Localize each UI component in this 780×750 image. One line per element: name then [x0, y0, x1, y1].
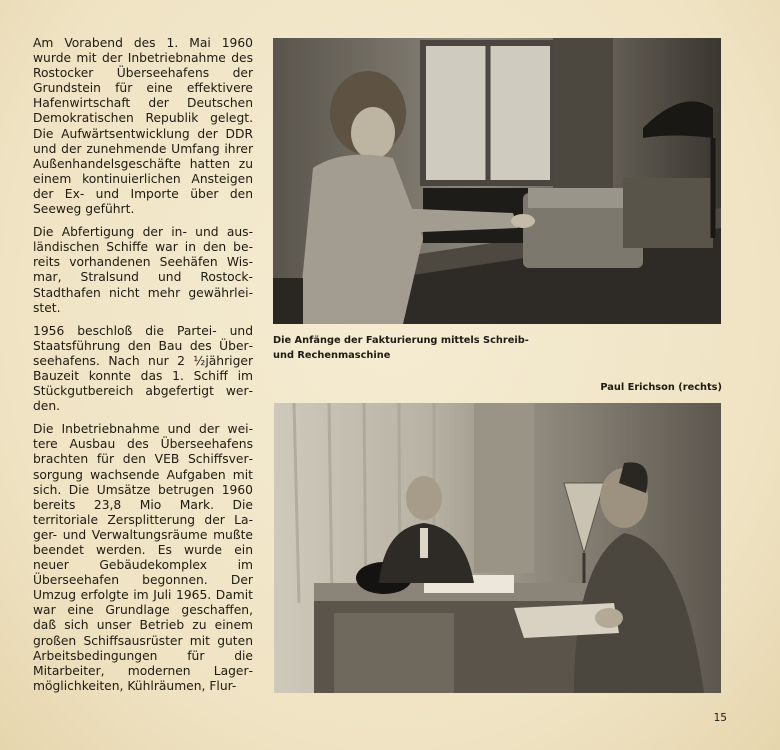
photo-two-men-at-desk [274, 403, 721, 693]
body-text-column [33, 36, 253, 702]
photo-typist-at-machines [273, 38, 721, 324]
page-number: 15 [713, 712, 727, 724]
photo-caption-1: Die Anfänge der Fakturierung mittels Schreib- und Rechenmaschine [273, 335, 529, 361]
paragraph-2: Die Abfertigung der in- und ausländischen Schiffe war in den bereits vorhandenen Seehäfen Wismar, Stralsund und Rostock-Stadthafen nicht mehr gewährleistet. [33, 225, 253, 315]
paragraph-3: 1956 beschloß die Partei- und Staatsführung den Bau des Überseehafens. Nach nur 2 ½jähriger Bauzeit konnte das 1. Schiff im Stückgutbereich abgefertigt werden. [33, 323, 253, 414]
photo-caption-2: Paul Erichson (rechts) [600, 382, 722, 393]
paragraph-4: Die Inbetriebnahme und der weitere Ausbau des Überseehafens brachten für den VEB Schiffsversorgung wachsende Aufgaben mit sich. Die Umsätze betrugen 1960 bereits 23,8 Mio Mark. Die territoriale Zersplitterung der Lager- und Verwaltungsräume mußte beendet werden. Es wurde ein neuer Gebäudekomplex im Überseehafen begonnen. Der Umzug erfolgte im Juli 1965. Damit war eine Grundlage geschaffen, daß sich unser Betrieb zu einem großen Schiffsausrüster mit guten Arbeitsbedingungen für die Mitarbeiter, modernen Lagermöglichkeiten, Kühlräumen, Flur- [33, 422, 253, 693]
paragraph-1: Am Vorabend des 1. Mai 1960 wurde mit der Inbetriebnahme des Rostocker Überseehafens der Grundstein für eine effektivere Hafenwirtschaft der Deutschen Demokratischen Republik gelegt. Die Aufwärtsentwicklung der DDR und der zunehmende Umfang ihrer Außenhandelsgeschäfte hatten zu einem kontinuierlichen Ansteigen der Ex- und Importe über den Seeweg geführt. [33, 36, 253, 217]
